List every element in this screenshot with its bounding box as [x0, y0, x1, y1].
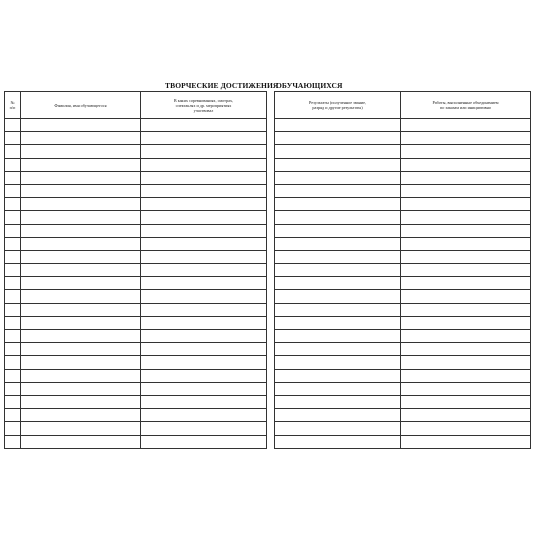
table-row [275, 316, 531, 329]
table-cell[interactable] [401, 409, 531, 422]
column-header-results: Результаты (полученное звание, разряд и другие результаты) [275, 92, 401, 119]
table-cell[interactable] [21, 303, 141, 316]
table-cell[interactable] [21, 158, 141, 171]
table-cell[interactable] [21, 356, 141, 369]
table-row [5, 422, 267, 435]
table-cell[interactable] [401, 119, 531, 132]
table-row [275, 237, 531, 250]
table-row [5, 158, 267, 171]
table-row [5, 132, 267, 145]
table-cell[interactable] [275, 211, 401, 224]
table-cell[interactable] [275, 290, 401, 303]
table-row [275, 290, 531, 303]
table-row [275, 343, 531, 356]
table-row [5, 369, 267, 382]
table-row [5, 198, 267, 211]
table-cell[interactable] [141, 395, 267, 408]
table-cell[interactable] [141, 409, 267, 422]
table-header-row [5, 92, 267, 119]
table-cell[interactable] [141, 237, 267, 250]
table-cell[interactable] [5, 119, 21, 132]
table-cell[interactable] [5, 184, 21, 197]
table-cell[interactable] [401, 264, 531, 277]
table-cell[interactable] [5, 422, 21, 435]
table-cell[interactable] [401, 171, 531, 184]
table-cell[interactable] [21, 237, 141, 250]
table-cell[interactable] [275, 395, 401, 408]
table-cell[interactable] [401, 330, 531, 343]
table-row [5, 237, 267, 250]
table-row [275, 356, 531, 369]
page-title-right: ОБУЧАЮЩИХСЯ [276, 81, 343, 90]
table-cell[interactable] [5, 250, 21, 263]
table-cell[interactable] [275, 145, 401, 158]
table-cell[interactable] [5, 356, 21, 369]
table-row [5, 119, 267, 132]
table-cell[interactable] [141, 264, 267, 277]
table-cell[interactable] [275, 422, 401, 435]
table-cell[interactable] [275, 382, 401, 395]
table-cell[interactable] [141, 330, 267, 343]
table-cell[interactable] [5, 264, 21, 277]
table-cell[interactable] [141, 422, 267, 435]
table-cell[interactable] [5, 237, 21, 250]
table-cell[interactable] [275, 158, 401, 171]
table-row [275, 211, 531, 224]
table-cell[interactable] [275, 132, 401, 145]
page-title-left: ТВОРЧЕСКИЕ ДОСТИЖЕНИЯ [165, 81, 279, 90]
table-cell[interactable] [141, 211, 267, 224]
table-row [275, 330, 531, 343]
table-cell[interactable] [21, 395, 141, 408]
table-row [5, 145, 267, 158]
table-cell[interactable] [141, 145, 267, 158]
table-row [275, 132, 531, 145]
table-cell[interactable] [21, 119, 141, 132]
table-cell[interactable] [401, 369, 531, 382]
table-cell[interactable] [401, 395, 531, 408]
table-cell[interactable] [141, 382, 267, 395]
table-row [275, 171, 531, 184]
table-row [5, 356, 267, 369]
table-row [275, 184, 531, 197]
table-row [5, 184, 267, 197]
table-row [275, 303, 531, 316]
table-cell[interactable] [5, 303, 21, 316]
table-cell[interactable] [141, 250, 267, 263]
table-cell[interactable] [21, 316, 141, 329]
table-cell[interactable] [5, 395, 21, 408]
table-row [5, 290, 267, 303]
table-cell[interactable] [21, 369, 141, 382]
table-cell[interactable] [275, 198, 401, 211]
table-cell[interactable] [21, 211, 141, 224]
table-cell[interactable] [401, 422, 531, 435]
table-cell[interactable] [5, 369, 21, 382]
table-cell[interactable] [5, 224, 21, 237]
table-cell[interactable] [5, 343, 21, 356]
table-cell[interactable] [401, 198, 531, 211]
table-row [5, 409, 267, 422]
table-row [5, 330, 267, 343]
table-row [5, 435, 267, 448]
table-cell[interactable] [21, 343, 141, 356]
table-cell[interactable] [275, 119, 401, 132]
table-row [5, 303, 267, 316]
table-cell[interactable] [21, 409, 141, 422]
table-row [275, 250, 531, 263]
table-cell[interactable] [401, 132, 531, 145]
table-cell[interactable] [21, 422, 141, 435]
table-cell[interactable] [21, 382, 141, 395]
table-cell[interactable] [5, 409, 21, 422]
table-cell[interactable] [275, 277, 401, 290]
table-cell[interactable] [275, 409, 401, 422]
table-cell[interactable] [401, 343, 531, 356]
table-row [5, 171, 267, 184]
table-cell[interactable] [401, 184, 531, 197]
table-cell[interactable] [275, 343, 401, 356]
table-cell[interactable] [401, 158, 531, 171]
table-cell[interactable] [21, 435, 141, 448]
table-cell[interactable] [21, 330, 141, 343]
table-cell[interactable] [401, 290, 531, 303]
table-header-row [275, 92, 531, 119]
achievements-table-left [4, 91, 267, 449]
table-cell[interactable] [21, 132, 141, 145]
table-cell[interactable] [141, 119, 267, 132]
table-cell[interactable] [5, 198, 21, 211]
table-row [5, 316, 267, 329]
table-cell[interactable] [5, 382, 21, 395]
table-row [275, 158, 531, 171]
table-row [275, 369, 531, 382]
table-cell[interactable] [401, 237, 531, 250]
table-cell[interactable] [5, 316, 21, 329]
table-cell[interactable] [5, 211, 21, 224]
table-cell[interactable] [141, 369, 267, 382]
table-cell[interactable] [401, 250, 531, 263]
table-cell[interactable] [401, 316, 531, 329]
table-cell[interactable] [141, 171, 267, 184]
table-cell[interactable] [401, 382, 531, 395]
table-row [275, 395, 531, 408]
table-cell[interactable] [401, 356, 531, 369]
table-row [275, 382, 531, 395]
table-row [275, 277, 531, 290]
table-cell[interactable] [21, 224, 141, 237]
table-cell[interactable] [5, 330, 21, 343]
table-cell[interactable] [21, 171, 141, 184]
table-cell[interactable] [141, 435, 267, 448]
table-cell[interactable] [21, 184, 141, 197]
column-header-works: Работы, выполненные объединением по заказам или инициативно [401, 92, 531, 119]
table-row [5, 343, 267, 356]
table-cell[interactable] [21, 290, 141, 303]
table-cell[interactable] [275, 224, 401, 237]
table-row [5, 250, 267, 263]
table-cell[interactable] [5, 171, 21, 184]
table-cell[interactable] [21, 264, 141, 277]
table-cell[interactable] [5, 277, 21, 290]
table-cell[interactable] [5, 158, 21, 171]
table-cell[interactable] [275, 171, 401, 184]
table-cell[interactable] [141, 132, 267, 145]
table-cell[interactable] [275, 316, 401, 329]
table-cell[interactable] [21, 145, 141, 158]
table-row [5, 395, 267, 408]
table-cell[interactable] [275, 435, 401, 448]
table-cell[interactable] [275, 250, 401, 263]
table-cell[interactable] [275, 356, 401, 369]
table-cell[interactable] [141, 356, 267, 369]
table-row [5, 211, 267, 224]
table-row [275, 224, 531, 237]
table-cell[interactable] [275, 330, 401, 343]
table-cell[interactable] [401, 224, 531, 237]
table-row [275, 145, 531, 158]
table-cell[interactable] [275, 184, 401, 197]
column-header-number: № п/п [5, 92, 21, 119]
table-cell[interactable] [401, 145, 531, 158]
table-cell[interactable] [141, 184, 267, 197]
table-cell[interactable] [141, 303, 267, 316]
table-cell[interactable] [21, 277, 141, 290]
table-cell[interactable] [275, 264, 401, 277]
table-cell[interactable] [5, 290, 21, 303]
table-cell[interactable] [275, 237, 401, 250]
column-header-name: Фамилия, имя обучающегося [21, 92, 141, 119]
table-cell[interactable] [401, 435, 531, 448]
table-cell[interactable] [141, 158, 267, 171]
table-cell[interactable] [21, 250, 141, 263]
table-row [5, 382, 267, 395]
table-row [275, 435, 531, 448]
table-cell[interactable] [141, 316, 267, 329]
table-cell[interactable] [275, 303, 401, 316]
table-row [275, 198, 531, 211]
table-cell[interactable] [141, 277, 267, 290]
table-cell[interactable] [275, 369, 401, 382]
table-cell[interactable] [401, 303, 531, 316]
table-row [5, 277, 267, 290]
table-row [5, 264, 267, 277]
table-cell[interactable] [21, 198, 141, 211]
column-header-events: В каких соревнованиях, смотрах, спектаклях и др. мероприятиях участвовал [141, 92, 267, 119]
table-cell[interactable] [5, 435, 21, 448]
table-row [275, 264, 531, 277]
table-cell[interactable] [401, 211, 531, 224]
table-cell[interactable] [141, 198, 267, 211]
table-cell[interactable] [141, 343, 267, 356]
achievements-table-right [274, 91, 531, 449]
table-cell[interactable] [5, 132, 21, 145]
table-row [275, 119, 531, 132]
table-row [5, 224, 267, 237]
table-row [275, 409, 531, 422]
table-cell[interactable] [5, 145, 21, 158]
table-row [275, 422, 531, 435]
table-cell[interactable] [401, 277, 531, 290]
table-cell[interactable] [141, 290, 267, 303]
table-cell[interactable] [141, 224, 267, 237]
